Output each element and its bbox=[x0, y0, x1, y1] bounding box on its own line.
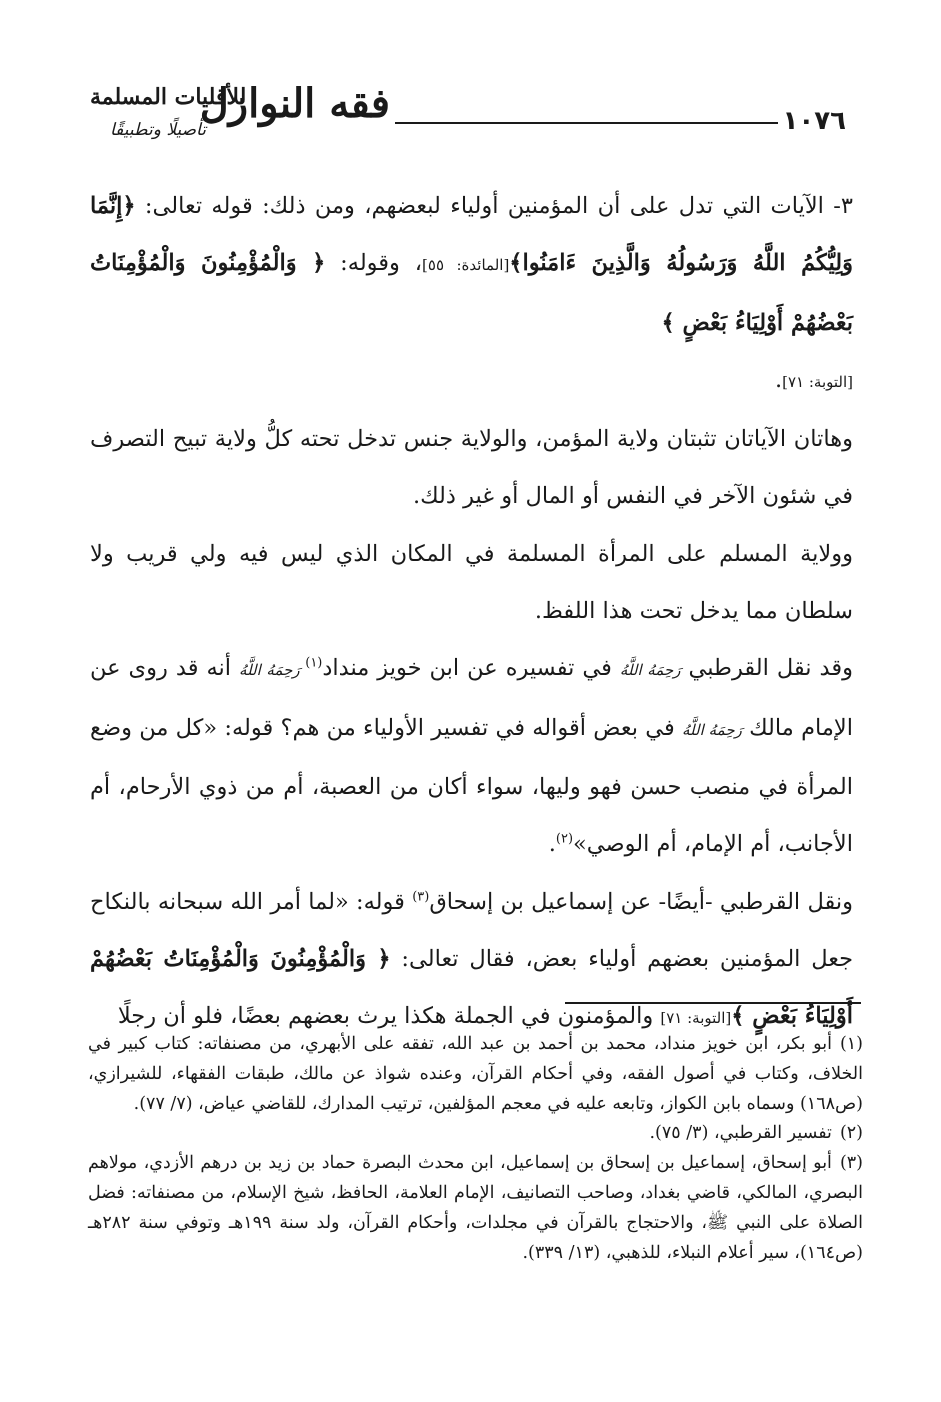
page-header bbox=[90, 78, 846, 158]
header-rule bbox=[395, 122, 778, 124]
verse-reference-1: [المائدة: ٥٥] bbox=[422, 256, 510, 275]
honorific: رَحِمَهُ اللَّهُ bbox=[681, 720, 742, 739]
footnote-3: (٣)أبو إسحاق، إسماعيل بن إسحاق بن إسماعيل، ابن محدث البصرة حماد بن زيد بن درهم الأزدي، مولاهم البصري، المالكي، قاضي بغداد، وصاحب التصانيف، الإمام العلامة، الحافظ، شيخ الإسلام، من مصنفاته: فضل الصلاة على النبي ﷺ، والاحتجاج بالقرآن في مجلدات، وأحكام القرآن، ولد سنة ١٩٩هـ وتوفي سنة ٢٨٢هـ (ص١٦٤)، سير أعلام النبلاء، للذهبي، (١٣/ ٣٣٩). bbox=[88, 1149, 863, 1268]
honorific: رَحِمَهُ اللَّهُ bbox=[239, 661, 306, 680]
page-number: ١٠٧٦ bbox=[782, 106, 846, 136]
book-subtitle: تأصيلًا وتطبيقًا bbox=[110, 120, 206, 140]
paragraph-5: ونقل القرطبي -أيضًا- عن إسماعيل بن إسحاق$^{(٣)}$ قوله: «لما أمر الله سبحانه بالنكاح جعل المؤمنين بعضهم أولياء بعض، فقال تعالى: ﴿ وَالْمُؤْمِنُونَ وَالْمُؤْمِنَاتُ بَعْضُهُمْ أَوْلِيَاءُ بَعْضٍ ﴾[التوبة: ٧١] والمؤمنون في الجملة هكذا يرث بعضهم بعضًا، فلو أن رجلًا bbox=[90, 888, 854, 1030]
quran-verse-2: ﴿ وَالْمُؤْمِنُونَ وَالْمُؤْمِنَاتُ بَعْضُهُمْ أَوْلِيَاءُ بَعْضٍ ﴾ bbox=[90, 250, 853, 336]
paragraph-3: وولاية المسلم على المرأة المسلمة في المكان الذي ليس فيه ولي قريب ولا سلطان مما يدخل تحت هذا اللفظ. bbox=[90, 540, 853, 625]
quran-verse-1: ﴿إِنَّمَا وَلِيُّكُمُ اللَّهُ وَرَسُولُهُ وَالَّذِينَ ءَامَنُوا﴾ bbox=[90, 193, 853, 277]
footnote-marker: (٣) bbox=[412, 889, 430, 905]
book-title-side: للأقليات المسلمة bbox=[90, 84, 247, 110]
main-text bbox=[90, 178, 853, 1047]
footnote-marker: (١) bbox=[305, 655, 323, 671]
footnote-number: (٣) bbox=[839, 1153, 863, 1174]
footnote-number: (٢) bbox=[839, 1123, 863, 1144]
paragraph-4: وقد نقل القرطبي رَحِمَهُ اللَّهُ في تفسيره عن ابن خويز منداد$^{(١)}$ رَحِمَهُ اللَّهُ أنه قد روى عن الإمام مالك رَحِمَهُ اللَّهُ في بعض أقواله في تفسير الأولياء من هم؟ قوله: «كل من وضع المرأة في منصب حسن فهو وليها، سواء أكان من العصبة، أم من ذوي الأرحام، أم الأجانب، أم الإمام، أم الوصي»$^{(٢)}$. bbox=[90, 655, 853, 858]
paragraph-1: ٣- الآيات التي تدل على أن المؤمنين أولياء لبعضهم، ومن ذلك: قوله تعالى: ﴿إِنَّمَا وَلِيُّكُمُ اللَّهُ وَرَسُولُهُ وَالَّذِينَ ءَامَنُوا﴾[المائدة: ٥٥]، وقوله: ﴿ وَالْمُؤْمِنُونَ وَالْمُؤْمِنَاتُ بَعْضُهُمْ أَوْلِيَاءُ بَعْضٍ ﴾ [التوبة: ٧١]. bbox=[90, 193, 853, 393]
footnote-1: (١)أبو بكر، ابن خويز منداد، محمد بن أحمد بن عبد الله، تفقه على الأبهري، من مصنفاته: كتاب كبير في الخلاف، وكتاب في أصول الفقه، وفي أحكام القرآن، وعنده شواذ عن مالك، طبقات الفقهاء، للشيرازي، (ص١٦٨) وسماه بابن الكواز، وتابعه عليه في معجم المؤلفين، ترتيب المدارك، للقاضي عياض، (٧/ ٧٧). bbox=[88, 1030, 863, 1119]
verse-reference-2: [التوبة: ٧١] bbox=[782, 372, 853, 391]
footnotes bbox=[88, 1030, 863, 1268]
quran-verse-3: ﴿ وَالْمُؤْمِنُونَ وَالْمُؤْمِنَاتُ بَعْضُهُمْ أَوْلِيَاءُ بَعْضٍ ﴾ bbox=[90, 945, 853, 1030]
paragraph-2: وهاتان الآياتان تثبتان ولاية المؤمن، والولاية جنس تدخل تحته كلُّ ولاية تبيح التصرف في شئون الآخر في النفس أو المال أو غير ذلك. bbox=[90, 426, 853, 510]
footnote-separator bbox=[565, 1002, 861, 1004]
book-title-main: فقه النوازل bbox=[199, 80, 390, 127]
honorific: رَحِمَهُ اللَّهُ bbox=[619, 661, 681, 680]
footnote-marker: (٢) bbox=[555, 831, 574, 847]
verse-reference-3: [التوبة: ٧١] bbox=[660, 1009, 732, 1028]
point-number: ٣- bbox=[833, 193, 853, 219]
footnote-2: (٢)تفسير القرطبي، (٣/ ٧٥). bbox=[88, 1119, 863, 1149]
book-title bbox=[90, 78, 390, 158]
footnote-number: (١) bbox=[839, 1034, 863, 1054]
